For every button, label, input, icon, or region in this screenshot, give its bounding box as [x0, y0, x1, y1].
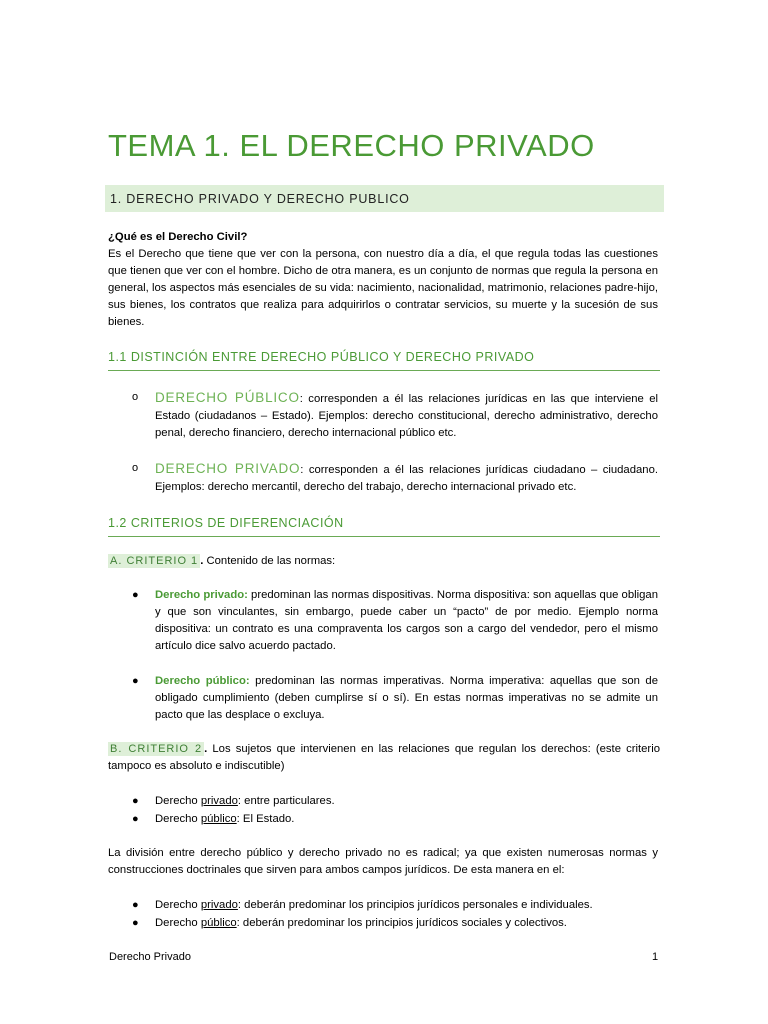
term-label: Derecho público:: [155, 675, 250, 687]
list-item-text: Derecho: [155, 899, 201, 911]
bullet-icon: ●: [132, 675, 139, 687]
list-item-body: [155, 389, 658, 442]
list-item-body: [155, 793, 658, 810]
page-number: 1: [652, 951, 659, 963]
criterion-b: [108, 741, 660, 775]
criterion-label: B. CRITERIO 2: [110, 743, 203, 755]
list-item-text: predominan las normas dispositivas. Norma dispositiva: son aquellas que obligan y que son vinculantes, sin embargo, puede caber un “pacto” de por medio. Ejemplo norma dispositiva: un contrato es una compraventa los cargos son a cargo del vendedor, pero el mismo artículo dice salvo acuerdo pactado.: [155, 589, 658, 652]
circle-bullet-icon: o: [132, 462, 139, 474]
list-item-body: [155, 587, 658, 655]
list-item-text: : deberán predominar los principios jurídicos sociales y colectivos.: [236, 917, 567, 929]
term-label: DERECHO PRIVADO: [155, 461, 301, 476]
list-item-text: Derecho: [155, 795, 201, 807]
footer-title: Derecho Privado: [109, 951, 191, 963]
intro-paragraph: [108, 229, 658, 331]
bullet-icon: ●: [132, 589, 139, 601]
underlined-word: privado: [200, 899, 238, 911]
list-item-text: : corresponden a él las relaciones jurídicas en las que interviene el Estado (ciudadanos – Estado). Ejemplos: derecho constitucional, derecho administrativo, derecho penal, derecho financiero, derecho internacional público etc.: [155, 393, 658, 439]
list-item-body: [155, 897, 658, 914]
criterion-dot: .: [200, 555, 204, 567]
list-item-text: : El Estado.: [236, 813, 295, 825]
criterion-a: [108, 553, 660, 570]
section-heading-1-1: 1.1 DISTINCIÓN ENTRE DERECHO PÚBLICO Y DERECHO PRIVADO: [108, 350, 660, 371]
circle-bullet-icon: o: [132, 391, 139, 403]
underlined-word: público: [200, 813, 237, 825]
list-item-text: : corresponden a él las relaciones jurídicas ciudadano – ciudadano. Ejemplos: derecho mercantil, derecho del trabajo, derecho internacional privado etc.: [155, 464, 658, 493]
intro-text: Es el Derecho que tiene que ver con la persona, con nuestro día a día, el que regula todas las cuestiones que tienen que ver con el hombre. Dicho de otra manera, es un conjunto de normas que regula la persona en general, los aspectos más esenciales de su vida: nacimiento, nacionalidad, matrimonio, relaciones padre-hijo, sus bienes, los contratos que realiza para adquirirlos o contratar servicios, su muerte y la sucesión de sus bienes.: [108, 248, 658, 328]
section-heading-1: 1. DERECHO PRIVADO Y DERECHO PUBLICO: [110, 192, 410, 206]
division-paragraph: La división entre derecho público y derecho privado no es radical; ya que existen numerosas normas y construcciones doctrinales que sirven para ambos campos jurídicos. De esta manera en el:: [108, 847, 658, 876]
bullet-icon: ●: [132, 813, 139, 825]
list-item-text: : entre particulares.: [237, 795, 335, 807]
document-title: TEMA 1. EL DERECHO PRIVADO: [108, 128, 595, 163]
question-heading: ¿Qué es el Derecho Civil?: [108, 231, 248, 243]
bullet-icon: ●: [132, 899, 139, 911]
term-label: Derecho privado:: [155, 589, 248, 601]
criterion-label: A. CRITERIO 1: [110, 555, 199, 567]
list-item-body: [155, 673, 658, 724]
underlined-word: público: [200, 917, 237, 929]
list-item-text: Derecho: [155, 917, 201, 929]
criterion-dot: .: [204, 743, 208, 755]
criterion-text: Contenido de las normas:: [203, 555, 336, 567]
bullet-icon: ●: [132, 917, 139, 929]
list-item-body: [155, 460, 658, 496]
list-item-text: predominan las normas imperativas. Norma imperativa: aquellas que son de obligado cumplimiento (deben cumplirse sí o sí). En estas normas imperativas no se admite un pacto que las desplace o excluya.: [155, 675, 658, 721]
list-item-body: [155, 811, 658, 828]
underlined-word: privado: [200, 795, 238, 807]
list-item-body: [155, 915, 658, 932]
list-item-text: : deberán predominar los principios jurídicos personales e individuales.: [237, 899, 593, 911]
term-label: DERECHO PÚBLICO: [155, 390, 300, 405]
section-heading-1-2: 1.2 CRITERIOS DE DIFERENCIACIÓN: [108, 516, 660, 537]
bullet-icon: ●: [132, 795, 139, 807]
list-item-text: Derecho: [155, 813, 201, 825]
criterion-text: Los sujetos que intervienen en las relaciones que regulan los derechos: (este criterio tampoco es absoluto e indiscutible): [108, 743, 660, 772]
